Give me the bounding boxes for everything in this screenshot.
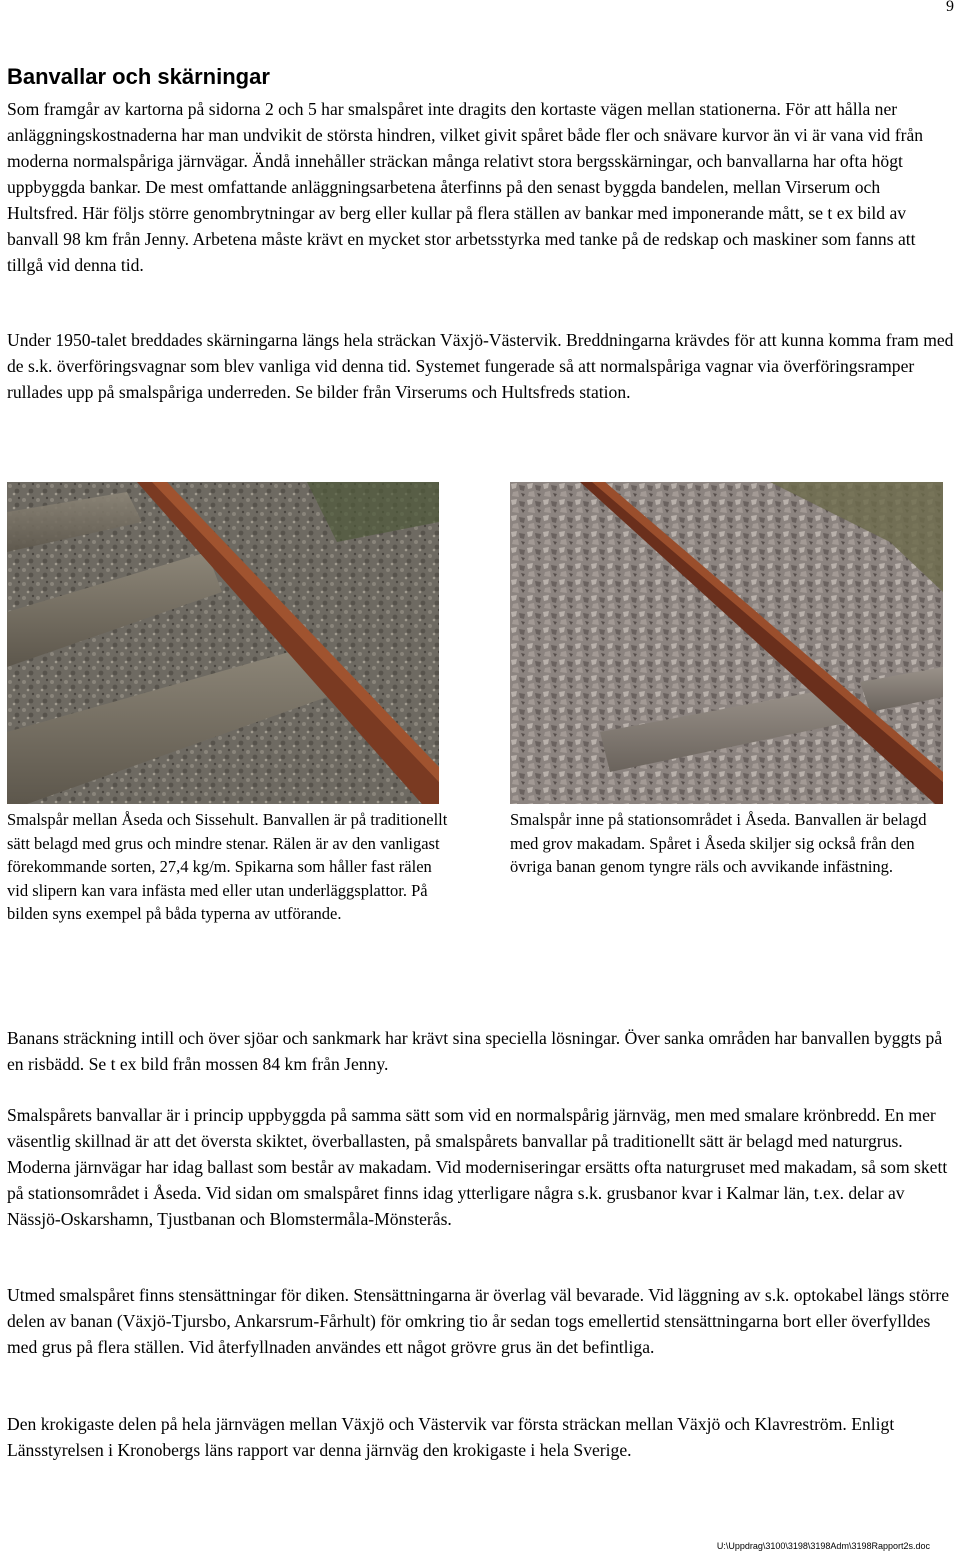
body-paragraph-1: Banans sträckning intill och över sjöar och sankmark har krävt sina speciella lösningar. Över sanka områden har banvallen byggts på en risbädd. Se t ex bild från mossen 84 km från Jenny. bbox=[7, 1028, 943, 1074]
caption-left-photo: Smalspår mellan Åseda och Sissehult. Banvallen är på traditionellt sätt belagd med grus och mindre stenar. Rälen är av den vanligast förekommande sorten, 27,4 kg/m. Spikarna som håller fast rälen vid slipern kan vara infästa med eller utan underläggsplattor. På bilden syns exempel på båda typerna av utförande. bbox=[7, 810, 448, 923]
intro-paragraph-1: Som framgår av kartorna på sidorna 2 och 5 har smalspåret inte dragits den kortaste vägen mellan stationerna. För att hålla ner anläggningskostnaderna har man undvikit de största hindren, vilket givit spåret både fler och snävare kurvor än vi är vana vid från moderna normalspåriga järnvägar. Ändå innehåller sträckan många relativt stora bergsskärningar, och banvallarna har ofta högt uppbyggda bankar. De mest omfattande anläggningsarbetena återfinns på den senast byggda bandelen, mellan Virserum och Hultsfred. Här följs större genombrytningar av berg eller kullar på flera ställen av bankar med imponerande mått, se t ex bild av banvall 98 km från Jenny. Arbetena måste krävt en mycket stor arbetsstyrka med tanke på de redskap och maskiner som fanns att tillgå vid denna tid. bbox=[7, 99, 924, 275]
body-paragraph-2: Smalspårets banvallar är i princip uppbyggda på samma sätt som vid en normalspårig järnväg, men med smalare krönbredd. En mer väsentlig skillnad är att det översta skiktet, överballasten, på smalspårets banvallar på traditionellt sätt är belagd med naturgrus. Moderna järnvägar har idag ballast som består av makadam. Vid moderniseringar ersätts ofta naturgruset med makadam, så som skett på stationsområdet i Åseda. Vid sidan om smalspåret finns idag ytterligare några s.k. grusbanor kvar i Kalmar län, t.ex. delar av Nässjö-Oskarshamn, Tjustbanan och Blomstermåla-Mönsterås. bbox=[7, 1105, 948, 1229]
intro-paragraph-2: Under 1950-talet breddades skärningarna längs hela sträckan Växjö-Västervik. Breddningarna krävdes för att kunna komma fram med de s.k. överföringsvagnar som blev vanliga vid denna tid. Systemet fungerade så att normalspåriga vagnar via överföringsramper rullades upp på smalspåriga underreden. Se bilder från Virserums och Hultsfreds station. bbox=[7, 330, 954, 402]
body-paragraph-4: Den krokigaste delen på hela järnvägen mellan Växjö och Västervik var första sträckan mellan Växjö och Klavreström. Enligt Länsstyrelsen i Kronobergs läns rapport var denna järnväg den krokigaste i hela Sverige. bbox=[7, 1414, 895, 1460]
page-number: 9 bbox=[946, 0, 954, 15]
photo-macadam-track bbox=[510, 482, 943, 804]
section-heading: Banvallar och skärningar bbox=[7, 64, 270, 89]
photo-gravel-track bbox=[7, 482, 439, 804]
footer-file-path: U:\Uppdrag\3100\3198\3198Adm\3198Rapport2s.doc bbox=[716, 1541, 930, 1551]
body-paragraph-3: Utmed smalspåret finns stensättningar för diken. Stensättningarna är överlag väl bevarade. Vid läggning av s.k. optokabel längs större delen av banan (Växjö-Tjursbo, Ankarsrum-Fårhult) för omkring tio år sedan togs emellertid stensättningarna bort eller överfylldes med grus på flera ställen. Vid återfyllnaden användes ett något grövre grus än det befintliga. bbox=[7, 1285, 950, 1357]
caption-right-photo: Smalspår inne på stationsområdet i Åseda. Banvallen är belagd med grov makadam. Spåret i Åseda skiljer sig också från den övriga banan genom tyngre räls och avvikande infästning. bbox=[510, 810, 927, 876]
